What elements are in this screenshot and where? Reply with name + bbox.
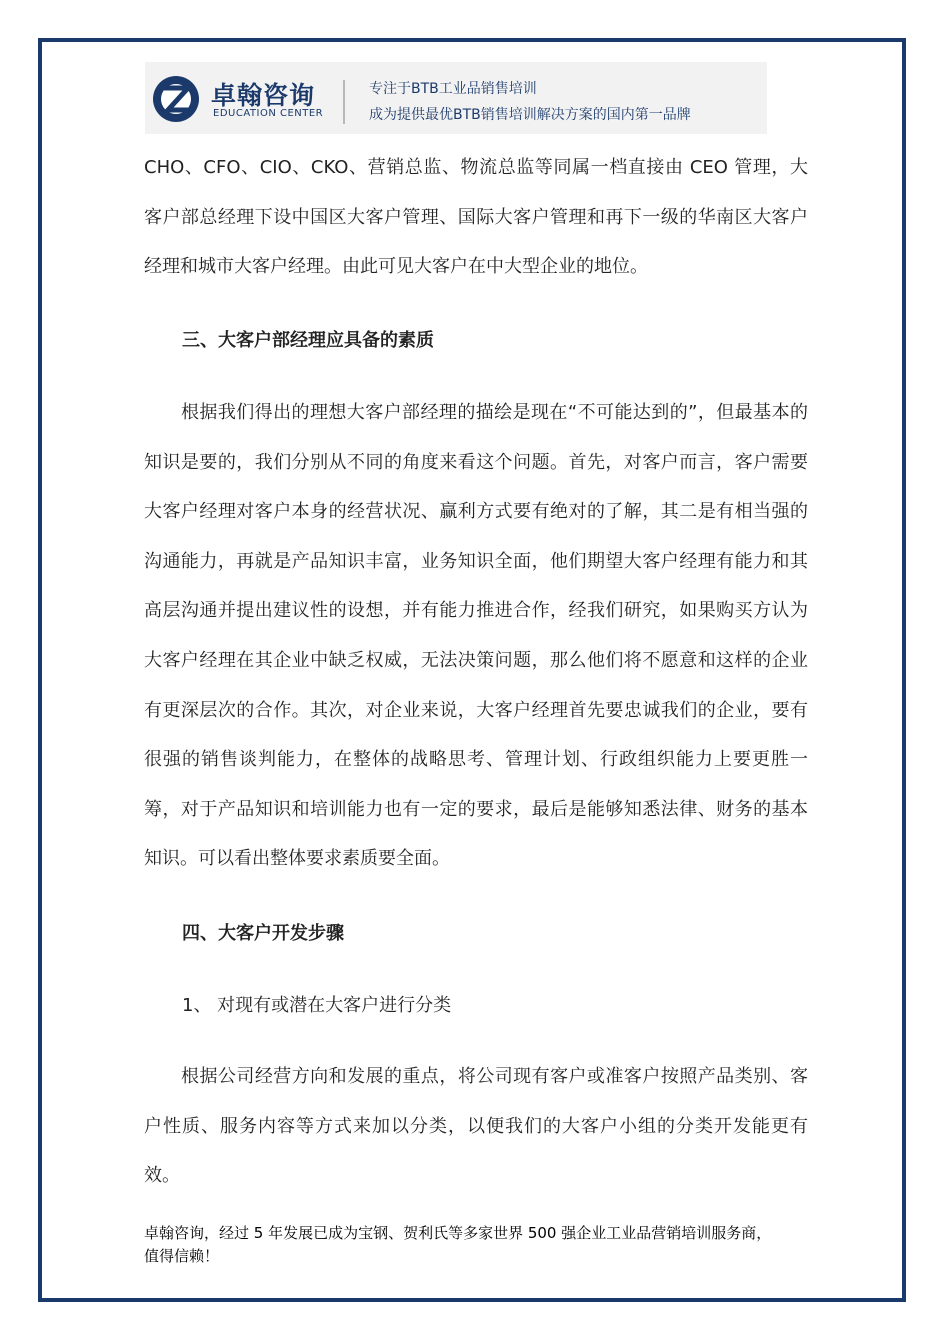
paragraph-1: CHO、CFO、CIO、CKO、营销总监、物流总监等同属一档直接由 CEO 管理，大客户部总经理下设中国区大客户管理、国际大客户管理和再下一级的华南区大客户经理和城市大客户经理。由此可见大客户在中大型企业的地位。 [144, 157, 808, 278]
subheading-1: 1、 对现有或潜在大客户进行分类 [182, 995, 452, 1016]
footer-line-1: 卓翰咨询，经过 5 年发展已成为宝钢、贺利氏等多家世界 500 强企业工业品营销培训服务商， [144, 1224, 772, 1242]
page-footer [144, 1222, 824, 1268]
logo-name-cn: 卓翰咨询 [211, 81, 316, 110]
footer-line-2: 值得信赖！ [144, 1247, 220, 1265]
section-heading-3: 三、大客户部经理应具备的素质 [182, 330, 434, 351]
slogan-line-1: 专注于BTB工业品销售培训 [369, 81, 537, 97]
page-header [145, 62, 767, 134]
header-divider [343, 80, 345, 124]
company-logo-icon [151, 74, 201, 124]
paragraph-2: 根据我们得出的理想大客户部经理的描绘是现在“不可能达到的”，但最基本的知识是要的，我们分别从不同的角度来看这个问题。首先，对客户而言，客户需要大客户经理对客户本身的经营状况、赢利方式要有绝对的了解，其二是有相当强的沟通能力，再就是产品知识丰富，业务知识全面，他们期望大客户经理有能力和其高层沟通并提出建议性的设想，并有能力推进合作，经我们研究，如果购买方认为大客户经理在其企业中缺乏权威，无法决策问题，那么他们将不愿意和这样的企业有更深层次的合作。其次，对企业来说，大客户经理首先要忠诚我们的企业，要有很强的销售谈判能力，在整体的战略思考、管理计划、行政组织能力上要更胜一筹，对于产品知识和培训能力也有一定的要求，最后是能够知悉法律、财务的基本知识。可以看出整体要求素质要全面。 [144, 402, 808, 870]
logo-name-en: EDUCATION CENTER [213, 108, 324, 119]
paragraph-3: 根据公司经营方向和发展的重点，将公司现有客户或准客户按照产品类别、客户性质、服务内容等方式来加以分类，以便我们的大客户小组的分类开发能更有效。 [144, 1066, 808, 1187]
slogan-line-2: 成为提供最优BTB销售培训解决方案的国内第一品牌 [369, 107, 691, 123]
section-heading-4: 四、大客户开发步骤 [182, 923, 344, 944]
